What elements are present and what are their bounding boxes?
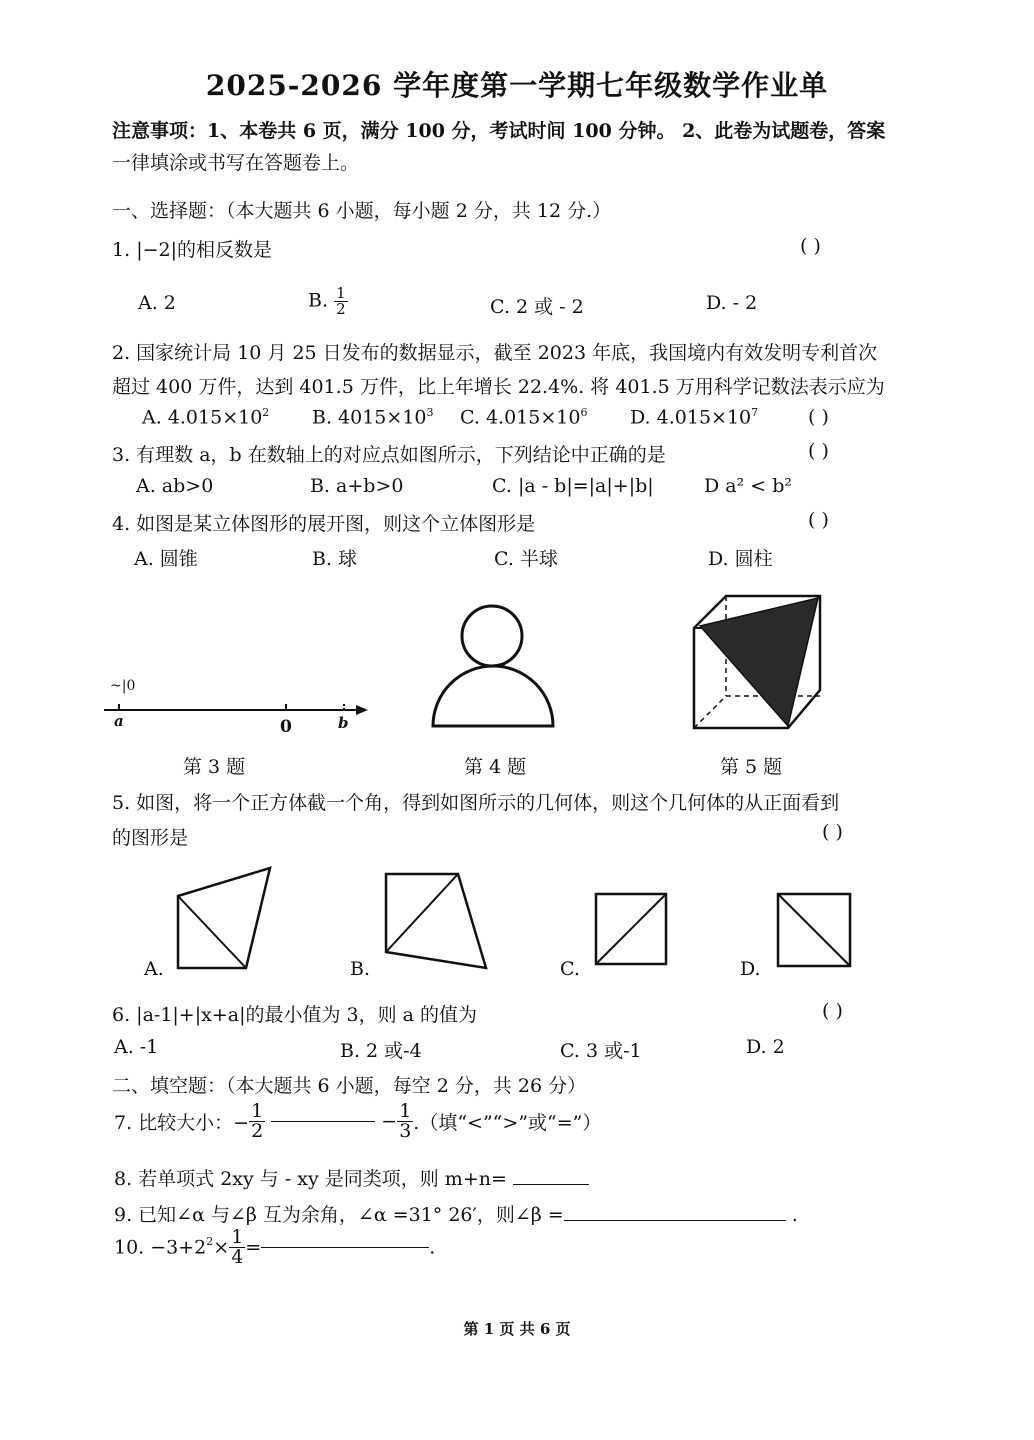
page-title: 2025-2026 学年度第一学期七年级数学作业单 bbox=[205, 69, 829, 102]
q7-prefix: 7. 比较大小：− bbox=[114, 1112, 250, 1134]
q3-answer-paren: ( ) bbox=[808, 440, 829, 462]
notice-line-1: 注意事项：1、本卷共 6 页，满分 100 分，考试时间 100 分钟。 2、此卷为试题卷，答案 bbox=[112, 120, 886, 142]
q7-frac2-numerator: 1 bbox=[399, 1100, 412, 1122]
q1-option-c: C. 2 或 - 2 bbox=[490, 296, 584, 318]
q7-mid: − bbox=[381, 1110, 398, 1133]
q1-option-d: D. - 2 bbox=[706, 292, 758, 314]
q7-suffix: .（填“<”“>”或“=”） bbox=[413, 1112, 602, 1134]
q4-option-d: D. 圆柱 bbox=[708, 548, 773, 570]
q5-option-c: C. bbox=[560, 958, 580, 980]
q10-prefix: 10. −3+2 bbox=[114, 1236, 207, 1259]
q1-option-b-numerator: 1 bbox=[336, 284, 346, 302]
label-zero: 0 bbox=[280, 717, 292, 737]
q1-answer-paren: ( ) bbox=[800, 235, 821, 257]
number-line-note: ~|0 bbox=[110, 678, 136, 694]
q5-option-d-figure bbox=[772, 888, 856, 972]
q10-denominator: 4 bbox=[231, 1246, 244, 1268]
net-circle bbox=[462, 606, 522, 666]
question-1 bbox=[112, 235, 272, 262]
q5-option-b: B. bbox=[350, 958, 371, 980]
q7-frac2-denominator: 3 bbox=[399, 1120, 412, 1142]
q2-option-a: A. $4.015\times 10^2$ bbox=[142, 406, 270, 429]
q6-option-c: C. 3 或-1 bbox=[560, 1040, 642, 1062]
q1-abs-expr: |−2| bbox=[136, 239, 177, 261]
q1-option-a: A. 2 bbox=[138, 292, 176, 314]
net-semicircle bbox=[433, 666, 553, 726]
question-7 bbox=[114, 1102, 601, 1154]
q6-option-a: A. -1 bbox=[114, 1036, 159, 1058]
cube-figure bbox=[688, 592, 828, 734]
question-9: 9. 已知∠α 与∠β 互为余角，∠α =31° 26′，则∠β = . bbox=[114, 1204, 798, 1226]
question-2-line-2: 超过 400 万件，达到 401.5 万件，比上年增长 22.4%. 将 401.5 万用科学记数法表示应为 bbox=[112, 376, 885, 398]
q4-option-c: C. 半球 bbox=[494, 548, 558, 570]
label-b: b bbox=[338, 714, 349, 732]
label-a: a bbox=[114, 712, 124, 730]
q3-option-b: B. a+b>0 bbox=[310, 475, 404, 497]
q3-option-d: D a² < b² bbox=[704, 475, 792, 497]
q5-option-a: A. bbox=[144, 958, 164, 980]
q2-answer-paren: ( ) bbox=[808, 406, 829, 428]
q1-option-b bbox=[308, 286, 348, 317]
q6-answer-paren: ( ) bbox=[822, 1000, 843, 1022]
q5-option-b-figure bbox=[378, 866, 494, 974]
q1-number: 1. bbox=[112, 239, 131, 261]
question-6: 6. |a-1|+|x+a|的最小值为 3，则 a 的值为 bbox=[112, 1004, 478, 1026]
q5-option-d: D. bbox=[740, 958, 761, 980]
figure-3-caption: 第 3 题 bbox=[183, 756, 246, 778]
q4-option-b: B. 球 bbox=[312, 548, 358, 570]
q5-option-c-figure bbox=[590, 888, 672, 970]
q4-option-a: A. 圆锥 bbox=[134, 548, 198, 570]
q3-option-c: C. |a - b|=|a|+|b| bbox=[492, 475, 654, 497]
question-5-line-1: 5. 如图，将一个正方体截一个角，得到如图所示的几何体，则这个几何体的从正面看到 bbox=[112, 792, 840, 814]
q3-option-a: A. ab>0 bbox=[136, 475, 214, 497]
question-4: 4. 如图是某立体图形的展开图，则这个立体图形是 bbox=[112, 513, 536, 535]
section-choice-heading: 一、选择题：（本大题共 6 小题，每小题 2 分，共 12 分.） bbox=[112, 200, 612, 222]
q4-answer-paren: ( ) bbox=[808, 509, 829, 531]
notice-line-2: 一律填涂或书写在答题卷上。 bbox=[112, 152, 360, 174]
q5-option-a-figure bbox=[170, 860, 280, 972]
q7-frac1-denominator: 2 bbox=[251, 1120, 264, 1142]
number-line-arrow bbox=[356, 705, 368, 715]
q6-option-d: D. 2 bbox=[746, 1036, 785, 1058]
figure-5-caption: 第 5 题 bbox=[720, 756, 783, 778]
q6-option-b: B. 2 或-4 bbox=[340, 1040, 422, 1062]
q8-answer-blank[interactable] bbox=[513, 1184, 589, 1185]
q2-option-c: C. $4.015\times 10^6$ bbox=[460, 406, 588, 429]
net-figure bbox=[425, 600, 565, 735]
section-fill-heading: 二、填空题：（本大题共 6 小题，每空 2 分，共 26 分） bbox=[112, 1075, 587, 1097]
question-3: 3. 有理数 a，b 在数轴上的对应点如图所示，下列结论中正确的是 bbox=[112, 444, 666, 466]
q5-answer-paren: ( ) bbox=[822, 821, 843, 843]
question-10: 10. $-3+2^2\times$ $\frac{1}{4}$ = . bbox=[114, 1226, 436, 1268]
q9-answer-blank[interactable] bbox=[564, 1220, 786, 1221]
figure-4-caption: 第 4 题 bbox=[464, 756, 527, 778]
q1-option-b-label: B. bbox=[308, 289, 329, 312]
q10-answer-blank[interactable] bbox=[261, 1247, 429, 1248]
q10-numerator: 1 bbox=[231, 1226, 244, 1248]
q1-text: 的相反数是 bbox=[177, 239, 273, 261]
q2-option-b: B. $4015\times 10^3$ bbox=[312, 406, 434, 429]
page-footer: 第 1 页 共 6 页 bbox=[463, 1320, 571, 1338]
q1-option-b-denominator: 2 bbox=[336, 300, 346, 318]
question-8: 8. 若单项式 2xy 与 - xy 是同类项，则 m+n= bbox=[114, 1164, 589, 1191]
question-2-line-1: 2. 国家统计局 10 月 25 日发布的数据显示，截至 2023 年底，我国境内有效发明专利首次 bbox=[112, 342, 878, 364]
question-5-line-2: 的图形是 bbox=[112, 827, 189, 849]
q7-frac1-numerator: 1 bbox=[251, 1100, 264, 1122]
cut-face bbox=[700, 598, 818, 726]
q2-option-d: D. $4.015\times 10^7$ bbox=[630, 406, 759, 429]
q7-answer-blank[interactable] bbox=[271, 1121, 375, 1122]
